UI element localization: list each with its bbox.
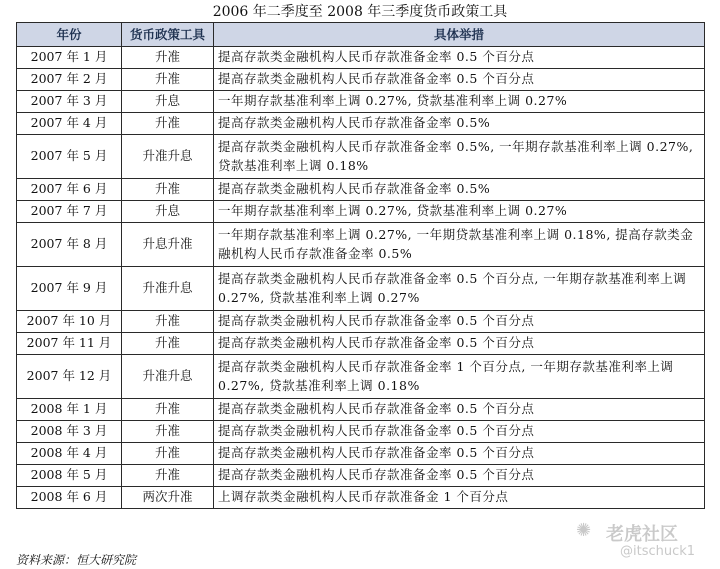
cell-month: 2008 年 4 月	[17, 443, 122, 465]
table-row	[17, 69, 705, 91]
cell-detail: 提高存款类金融机构人民币存款准备金率 0.5 个百分点	[214, 443, 705, 465]
table-row	[17, 113, 705, 135]
cell-detail: 上调存款类金融机构人民币存款准备金 1 个百分点	[214, 487, 705, 509]
table-row	[17, 223, 705, 267]
cell-tool: 升准	[122, 399, 214, 421]
cell-detail: 提高存款类金融机构人民币存款准备金率 0.5 个百分点	[214, 333, 705, 355]
cell-tool: 升准	[122, 333, 214, 355]
tiger-paw-icon: ✺	[576, 520, 592, 541]
cell-tool: 两次升准	[122, 487, 214, 509]
cell-detail: 提高存款类金融机构人民币存款准备金率 0.5%	[214, 179, 705, 201]
cell-detail: 提高存款类金融机构人民币存款准备金率 0.5 个百分点	[214, 465, 705, 487]
cell-detail: 一年期存款基准利率上调 0.27%, 贷款基准利率上调 0.27%	[214, 201, 705, 223]
table-row	[17, 487, 705, 509]
cell-detail: 一年期存款基准利率上调 0.27%, 贷款基准利率上调 0.27%	[214, 91, 705, 113]
watermark	[576, 518, 716, 564]
cell-tool: 升准升息	[122, 267, 214, 311]
table-row	[17, 399, 705, 421]
cell-detail: 提高存款类金融机构人民币存款准备金率 0.5 个百分点	[214, 421, 705, 443]
cell-detail: 提高存款类金融机构人民币存款准备金率 1 个百分点, 一年期存款基准利率上调 0.27%, 贷款基准利率上调 0.18%	[214, 355, 705, 399]
cell-tool: 升准	[122, 443, 214, 465]
table-row	[17, 443, 705, 465]
table-row	[17, 201, 705, 223]
watermark-brand: 老虎社区	[606, 524, 678, 545]
table-row	[17, 333, 705, 355]
table-row	[17, 311, 705, 333]
header-tool: 货币政策工具	[122, 23, 214, 47]
cell-tool: 升准升息	[122, 135, 214, 179]
cell-tool: 升准	[122, 47, 214, 69]
cell-detail: 提高存款类金融机构人民币存款准备金率 0.5 个百分点	[214, 311, 705, 333]
cell-detail: 提高存款类金融机构人民币存款准备金率 0.5 个百分点	[214, 47, 705, 69]
cell-month: 2007 年 3 月	[17, 91, 122, 113]
table-row	[17, 355, 705, 399]
cell-tool: 升准	[122, 465, 214, 487]
table-row	[17, 47, 705, 69]
table-row	[17, 465, 705, 487]
table-row	[17, 267, 705, 311]
cell-tool: 升准	[122, 421, 214, 443]
cell-month: 2007 年 9 月	[17, 267, 122, 311]
source-note: 资料来源：恒大研究院	[16, 553, 137, 567]
cell-month: 2007 年 6 月	[17, 179, 122, 201]
table-row	[17, 421, 705, 443]
cell-month: 2007 年 7 月	[17, 201, 122, 223]
cell-tool: 升准	[122, 179, 214, 201]
table-body	[17, 47, 705, 509]
cell-tool: 升息	[122, 201, 214, 223]
table-title: 2006 年二季度至 2008 年三季度货币政策工具	[212, 4, 508, 20]
cell-month: 2007 年 10 月	[17, 311, 122, 333]
cell-detail: 提高存款类金融机构人民币存款准备金率 0.5%	[214, 113, 705, 135]
cell-detail: 一年期存款基准利率上调 0.27%, 一年期贷款基准利率上调 0.18%, 提高存款类金融机构人民币存款准备金率 0.5%	[214, 223, 705, 267]
cell-tool: 升息升准	[122, 223, 214, 267]
cell-month: 2007 年 11 月	[17, 333, 122, 355]
cell-tool: 升准	[122, 69, 214, 91]
watermark-user: @itschuck1	[620, 544, 696, 559]
cell-month: 2007 年 4 月	[17, 113, 122, 135]
cell-detail: 提高存款类金融机构人民币存款准备金率 0.5 个百分点	[214, 69, 705, 91]
header-month: 年份	[17, 23, 122, 47]
cell-month: 2008 年 1 月	[17, 399, 122, 421]
header-detail: 具体举措	[214, 23, 705, 47]
cell-tool: 升准升息	[122, 355, 214, 399]
table-row	[17, 179, 705, 201]
cell-month: 2007 年 2 月	[17, 69, 122, 91]
table-row	[17, 135, 705, 179]
cell-month: 2007 年 8 月	[17, 223, 122, 267]
cell-month: 2007 年 5 月	[17, 135, 122, 179]
cell-tool: 升息	[122, 91, 214, 113]
cell-month: 2007 年 1 月	[17, 47, 122, 69]
cell-month: 2008 年 6 月	[17, 487, 122, 509]
cell-detail: 提高存款类金融机构人民币存款准备金率 0.5%, 一年期存款基准利率上调 0.27%, 贷款基准利率上调 0.18%	[214, 135, 705, 179]
table-row	[17, 91, 705, 113]
cell-tool: 升准	[122, 311, 214, 333]
cell-month: 2008 年 5 月	[17, 465, 122, 487]
cell-month: 2007 年 12 月	[17, 355, 122, 399]
cell-tool: 升准	[122, 113, 214, 135]
cell-detail: 提高存款类金融机构人民币存款准备金率 0.5 个百分点, 一年期存款基准利率上调 0.27%, 贷款基准利率上调 0.27%	[214, 267, 705, 311]
policy-table	[16, 22, 705, 509]
cell-detail: 提高存款类金融机构人民币存款准备金率 0.5 个百分点	[214, 399, 705, 421]
cell-month: 2008 年 3 月	[17, 421, 122, 443]
